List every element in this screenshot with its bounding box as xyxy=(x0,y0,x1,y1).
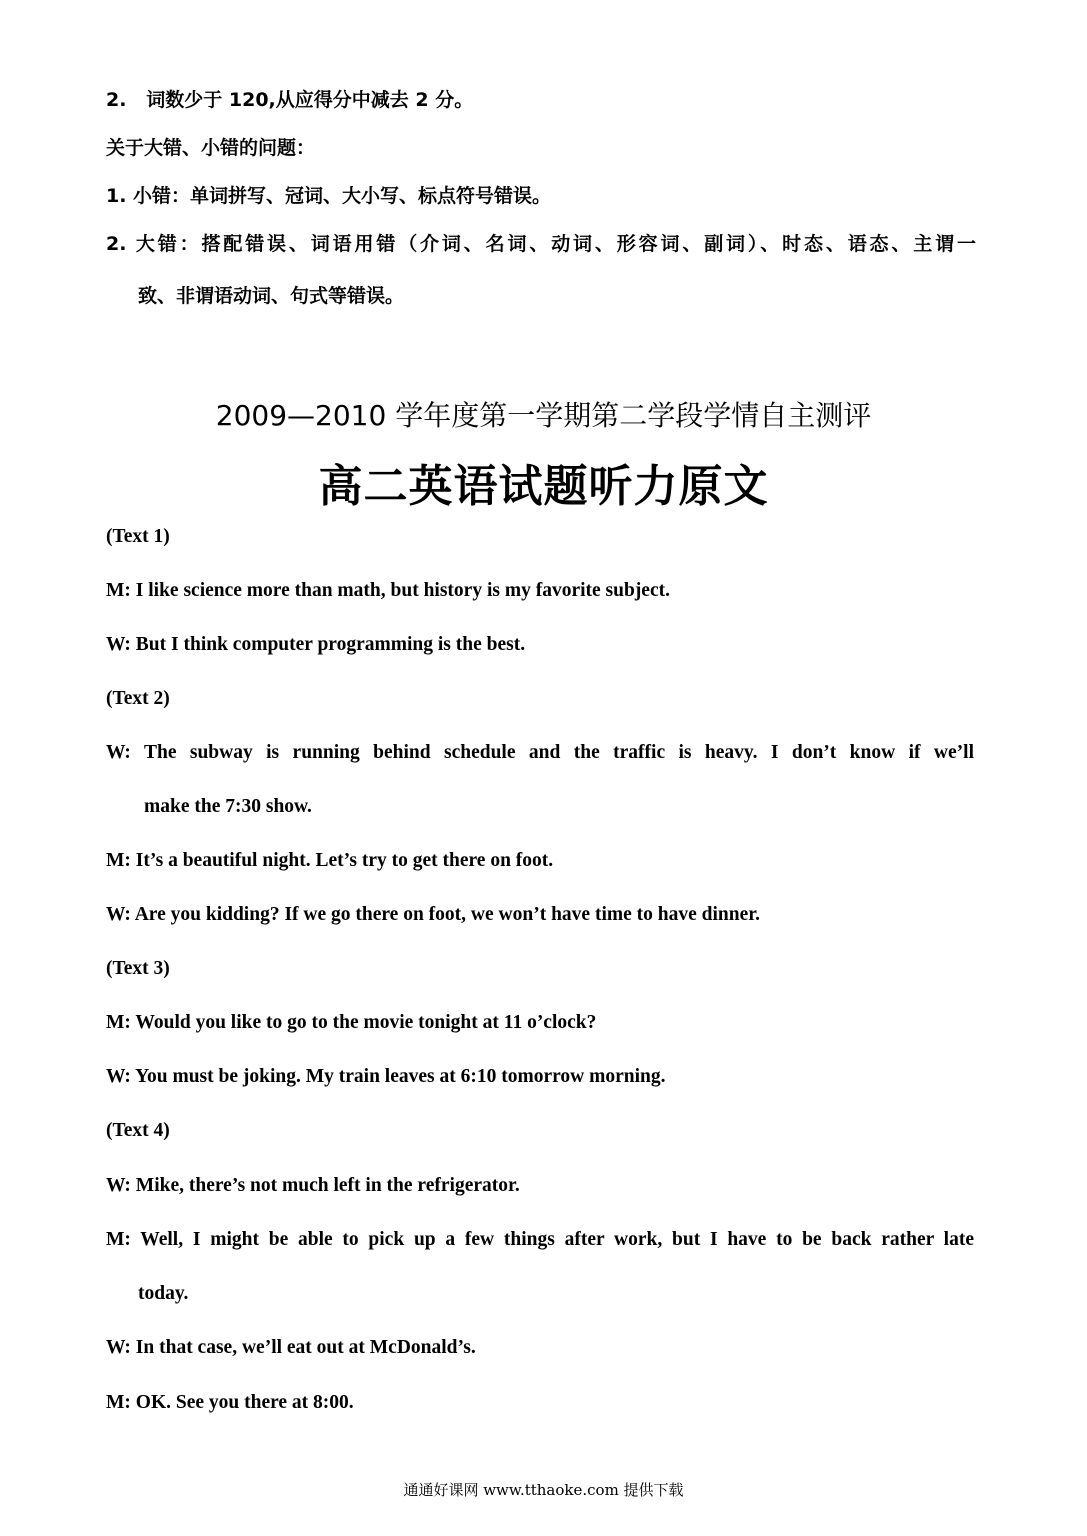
text1-woman-line: W: But I think computer programming is the best. xyxy=(106,634,526,655)
exam-subtitle: 2009—2010 学年度第一学期第二学段学情自主测评 xyxy=(215,399,872,432)
text2-label: (Text 2) xyxy=(106,688,170,709)
major-error-rule-line2: 致、非谓语动词、句式等错误。 xyxy=(138,285,405,307)
text1-label: (Text 1) xyxy=(106,526,170,547)
text4-man-line1-cont: today. xyxy=(138,1283,189,1304)
minor-error-rule: 1. 小错：单词拼写、冠词、大小写、标点符号错误。 xyxy=(106,185,552,207)
text2-woman-line1-cont: make the 7:30 show. xyxy=(144,796,312,817)
text1-man-line: M: I like science more than math, but history is my favorite subject. xyxy=(106,580,670,601)
rule-word-count: 2. 词数少于 120,从应得分中减去 2 分。 xyxy=(106,89,474,111)
text2-woman-line2: W: Are you kidding? If we go there on foot, we won’t have time to have dinner. xyxy=(106,904,760,925)
exam-title: 高二英语试题听力原文 xyxy=(318,461,769,512)
text2-man-line: M: It’s a beautiful night. Let’s try to get there on foot. xyxy=(106,850,554,871)
major-error-rule-line1: 2. 大错：搭配错误、词语用错（介词、名词、动词、形容词、副词）、时态、语态、主谓一 xyxy=(106,233,976,255)
text4-man-line1: M: Well, I might be able to pick up a few things after work, but I have to be back rather late xyxy=(106,1229,974,1250)
page-footer: 通通好课网 www.tthaoke.com 提供下载 xyxy=(403,1481,684,1499)
text3-label: (Text 3) xyxy=(106,958,170,979)
text3-man-line: M: Would you like to go to the movie tonight at 11 o’clock? xyxy=(106,1012,597,1033)
text4-woman-line1: W: Mike, there’s not much left in the refrigerator. xyxy=(106,1175,520,1196)
errors-heading: 关于大错、小错的问题： xyxy=(106,137,316,159)
text2-woman-line1: W: The subway is running behind schedule and the traffic is heavy. I don’t know if we’ll xyxy=(106,742,974,763)
text4-label: (Text 4) xyxy=(106,1120,170,1141)
text3-woman-line: W: You must be joking. My train leaves at 6:10 tomorrow morning. xyxy=(106,1066,666,1087)
text4-woman-line2: W: In that case, we’ll eat out at McDonald’s. xyxy=(106,1337,476,1358)
text4-man-line2: M: OK. See you there at 8:00. xyxy=(106,1392,354,1413)
